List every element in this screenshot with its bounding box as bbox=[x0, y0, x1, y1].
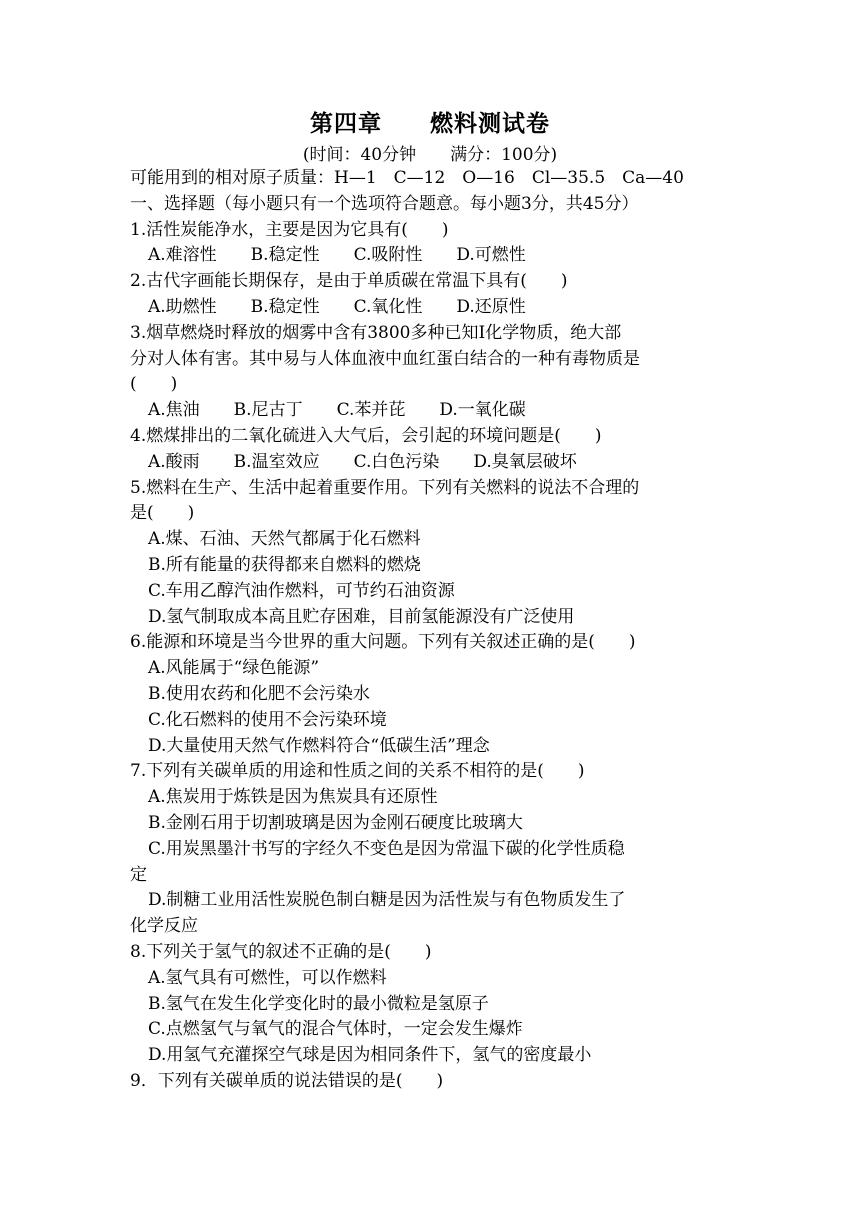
question-1-stem: 1.活性炭能净水，主要是因为它具有( ) bbox=[130, 219, 449, 240]
question-8-option-b: B.氢气在发生化学变化时的最小微粒是氢原子 bbox=[148, 993, 489, 1014]
question-5-option-d: D.氢气制取成本高且贮存困难，目前氢能源没有广泛使用 bbox=[148, 606, 575, 627]
question-6-stem: 6.能源和环境是当今世界的重大问题。下列有关叙述正确的是( ) bbox=[130, 632, 636, 653]
question-7-option-a: A.焦炭用于炼铁是因为焦炭具有还原性 bbox=[148, 787, 438, 808]
question-6-option-b: B.使用农药和化肥不会污染水 bbox=[148, 683, 370, 704]
question-6-option-d: D.大量使用天然气作燃料符合“低碳生活”理念 bbox=[148, 735, 490, 756]
question-6-option-c: C.化石燃料的使用不会污染环境 bbox=[148, 709, 387, 730]
question-8-option-c: C.点燃氢气与氧气的混合气体时，一定会发生爆炸 bbox=[148, 1019, 523, 1040]
question-8-stem: 8.下列关于氢气的叙述不正确的是( ) bbox=[130, 941, 432, 962]
question-9-stem: 9．下列有关碳单质的说法错误的是( ) bbox=[130, 1070, 444, 1091]
question-5-stem-cont: 是( ) bbox=[130, 503, 195, 524]
question-2-stem: 2.古代字画能长期保存，是由于单质碳在常温下具有( ) bbox=[130, 271, 568, 292]
question-3-stem: 3.烟草燃烧时释放的烟雾中含有3800多种已知Ⅰ化学物质，绝大部 bbox=[130, 322, 622, 343]
question-5-option-c: C.车用乙醇汽油作燃料，可节约石油资源 bbox=[148, 580, 455, 601]
question-7-option-d-cont: 化学反应 bbox=[130, 916, 198, 937]
question-7-option-c-cont: 定 bbox=[130, 864, 147, 885]
question-body bbox=[130, 166, 740, 1095]
question-2-options: A.助燃性 B.稳定性 C.氧化性 D.还原性 bbox=[148, 296, 526, 317]
question-5-option-b: B.所有能量的获得都来自燃料的燃烧 bbox=[148, 554, 421, 575]
question-5-stem: 5.燃料在生产、生活中起着重要作用。下列有关燃料的说法不合理的 bbox=[130, 477, 640, 498]
question-1-options: A.难溶性 B.稳定性 C.吸附性 D.可燃性 bbox=[148, 245, 526, 266]
question-8-option-d: D.用氢气充灌探空气球是因为相同条件下，氢气的密度最小 bbox=[148, 1045, 592, 1066]
question-4-stem: 4.燃煤排出的二氧化硫进入大气后，会引起的环境问题是( ) bbox=[130, 425, 602, 446]
section-heading: 一、选择题（每小题只有一个选项符合题意。每小题3分，共45分） bbox=[130, 193, 639, 214]
question-3-options: A.焦油 B.尼古丁 C.苯并芘 D.一氧化碳 bbox=[148, 400, 526, 421]
atomic-mass-note: 可能用到的相对原子质量：H—1 C—12 O—16 Cl—35.5 Ca—40 bbox=[130, 168, 684, 188]
question-3-stem-cont: 分对人体有害。其中易与人体血液中血红蛋白结合的一种有毒物质是 bbox=[130, 348, 640, 369]
question-7-stem: 7.下列有关碳单质的用途和性质之间的关系不相符的是( ) bbox=[130, 761, 585, 782]
question-7-option-d: D.制糖工业用活性炭脱色制白糖是因为活性炭与有色物质发生了 bbox=[148, 890, 626, 911]
question-8-option-a: A.氢气具有可燃性，可以作燃料 bbox=[148, 967, 387, 988]
page-title: 第四章 燃料测试卷 bbox=[310, 110, 550, 137]
question-6-option-a: A.风能属于“绿色能源” bbox=[148, 658, 320, 679]
question-4-options: A.酸雨 B.温室效应 C.白色污染 D.臭氧层破坏 bbox=[148, 451, 577, 472]
question-7-option-c: C.用炭黑墨汁书写的字经久不变色是因为常温下碳的化学性质稳 bbox=[148, 838, 625, 859]
exam-meta: (时间：40分钟 满分：100分) bbox=[302, 145, 558, 165]
question-5-option-a: A.煤、石油、天然气都属于化石燃料 bbox=[148, 529, 421, 550]
question-3-blank: ( ) bbox=[130, 374, 178, 395]
question-7-option-b: B.金刚石用于切割玻璃是因为金刚石硬度比玻璃大 bbox=[148, 812, 523, 833]
